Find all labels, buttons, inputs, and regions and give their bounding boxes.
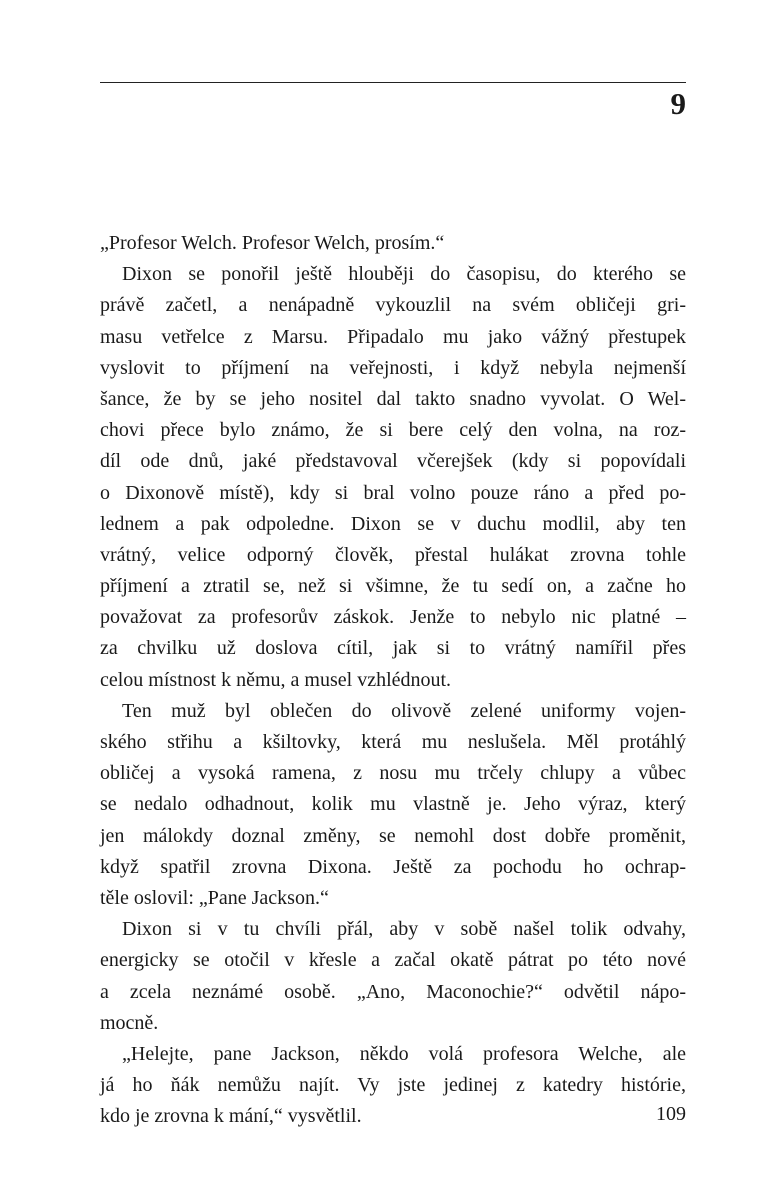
header-rule (100, 82, 686, 83)
paragraph (100, 228, 686, 259)
text-line: lednem a pak odpoledne. Dixon se v duchu modlil, aby ten (100, 512, 686, 535)
paragraph (100, 696, 686, 914)
text-line: mocně. (100, 1011, 159, 1034)
text-line: považovat za profesorův záskok. Jenže to nebylo nic platné – (100, 606, 686, 629)
paragraph (100, 914, 686, 1039)
text-line: když spatřil zrovna Dixona. Ještě za pochodu ho ochrap- (100, 855, 686, 878)
text-line: já ho ňák nemůžu najít. Vy jste jedinej z katedry histórie, (100, 1074, 686, 1097)
text-line: a zcela neznámé osobě. „Ano, Maconochie?“ odvětil nápo- (100, 980, 686, 1003)
text-line: „Profesor Welch. Profesor Welch, prosím.“ (100, 232, 445, 254)
text-line: právě začetl, a nenápadně vykouzlil na svém obličeji gri- (100, 294, 686, 317)
page-number: 109 (656, 1103, 686, 1125)
text-line: obličej a vysoká ramena, z nosu mu trčely chlupy a vůbec (100, 762, 686, 785)
text-line: kdo je zrovna k mání,“ vysvětlil. (100, 1105, 362, 1128)
chapter-number: 9 (670, 86, 686, 121)
text-line: příjmení a ztratil se, než si všimne, že tu sedí on, a začne ho (100, 575, 686, 598)
text-line: se nedalo odhadnout, kolik mu vlastně je. Jeho výraz, který (100, 793, 686, 816)
text-line: energicky se otočil v křesle a začal okatě pátrat po této nové (100, 949, 686, 972)
text-line: jen málokdy doznal změny, se nemohl dost dobře proměnit, (100, 824, 686, 847)
paragraph (100, 259, 686, 696)
text-line: vrátný, velice odporný člověk, přestal hulákat zrovna tohle (100, 543, 686, 566)
text-line: celou místnost k němu, a musel vzhlédnout. (100, 668, 452, 691)
body-text (100, 228, 686, 1132)
text-line: o Dixonově místě), kdy si bral volno pouze ráno a před po- (100, 481, 686, 504)
text-line: Dixon si v tu chvíli přál, aby v sobě našel tolik odvahy, (122, 918, 686, 941)
text-line: „Helejte, pane Jackson, někdo volá profesora Welche, ale (122, 1042, 686, 1065)
text-line: chovi přece bylo známo, že si bere celý den volna, na roz- (100, 419, 686, 442)
text-line: Ten muž byl oblečen do olivově zelené uniformy vojen- (122, 699, 686, 722)
text-line: ského střihu a kšiltovky, která mu neslušela. Měl protáhlý (100, 731, 686, 753)
text-line: těle oslovil: „Pane Jackson.“ (100, 886, 329, 909)
text-line: masu vetřelce z Marsu. Připadalo mu jako vážný přestupek (100, 325, 686, 348)
text-line: vyslovit to příjmení na veřejnosti, i když nebyla nejmenší (100, 356, 686, 379)
text-line: Dixon se ponořil ještě hlouběji do časopisu, do kterého se (122, 263, 686, 286)
paragraph (100, 1039, 686, 1133)
text-line: šance, že by se jeho nositel dal takto snadno vyvolat. O Wel- (100, 387, 686, 410)
text-line: díl ode dnů, jaké představoval včerejšek (kdy si popovídali (100, 450, 686, 473)
text-line: za chvilku už doslova cítil, jak si to vrátný namířil přes (100, 637, 686, 660)
